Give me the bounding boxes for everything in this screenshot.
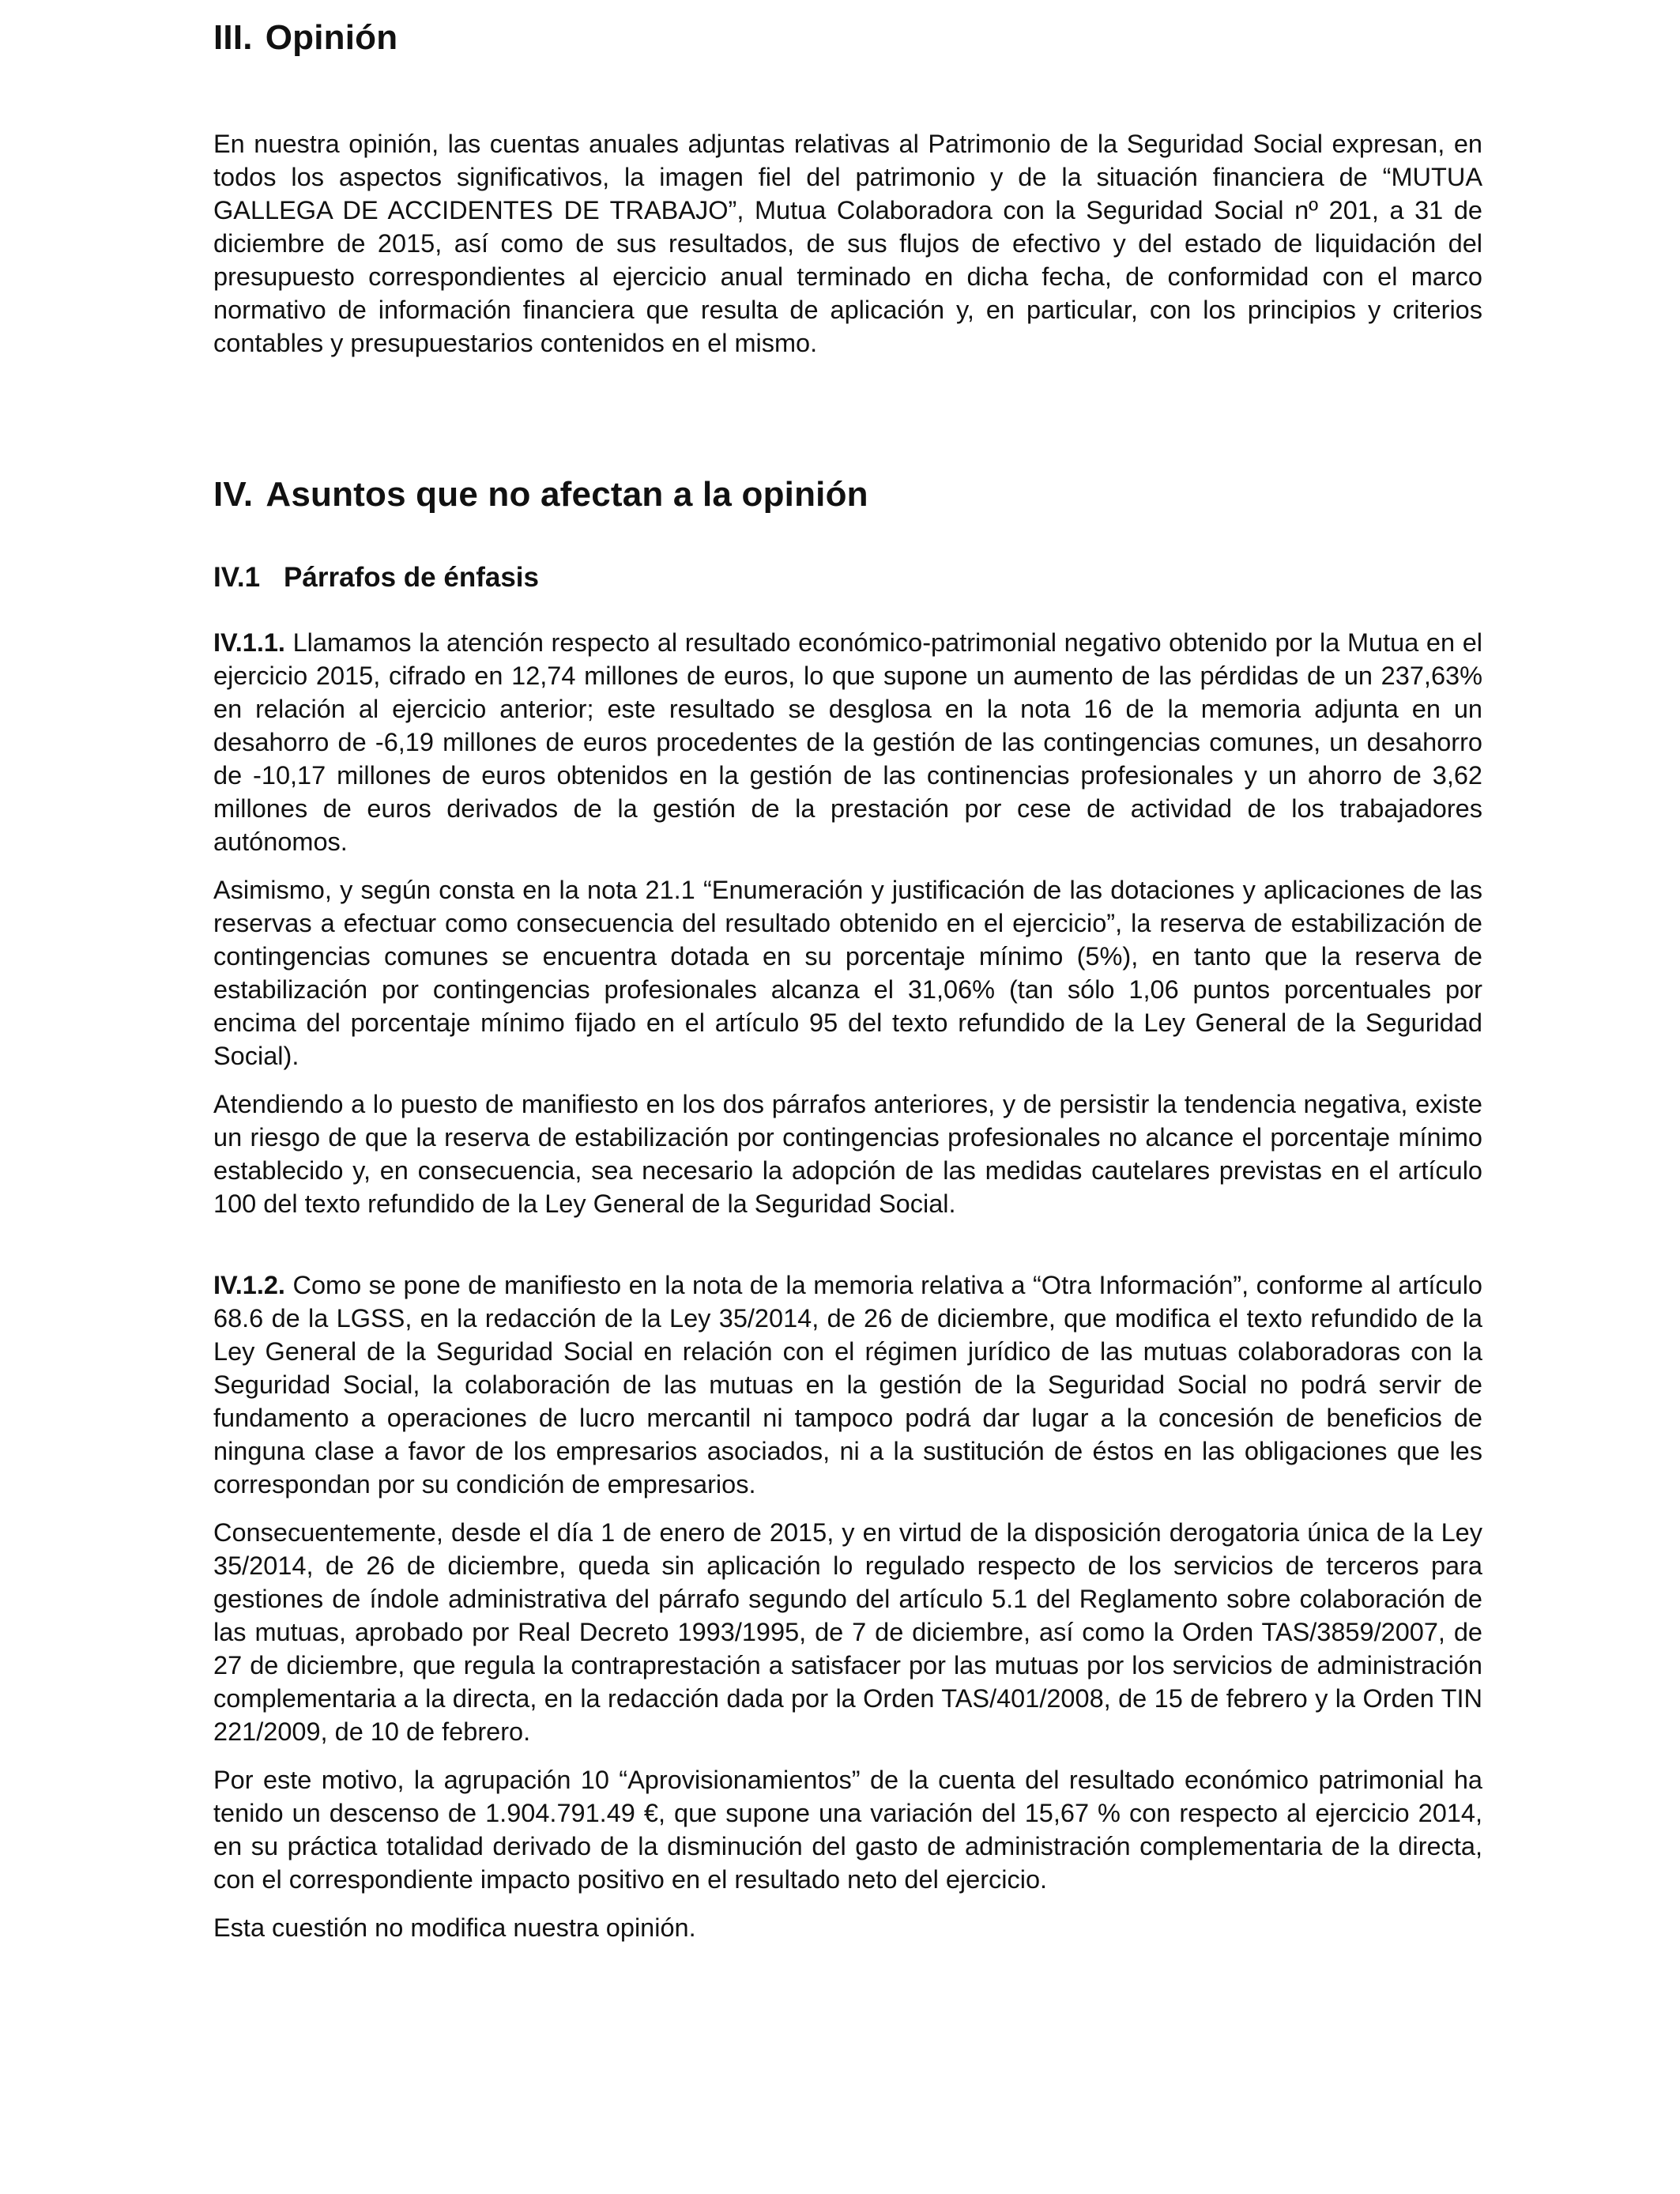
opinion-paragraph: En nuestra opinión, las cuentas anuales adjuntas relativas al Patrimonio de la Seguridad Social expresan, en todos los aspectos significativos, la imagen fiel del patrimonio y de la situación financiera de “MUTUA GALLEGA DE ACCIDENTES DE TRABAJO”, Mutua Colaboradora con la Seguridad Social nº 201, a 31 de diciembre de 2015, así como de sus resultados, de sus flujos de efectivo y del estado de liquidación del presupuesto correspondientes al ejercicio anual terminado en dicha fecha, de conformidad con el marco normativo de información financiera que resulta de aplicación y, en particular, con los principios y criterios contables y presupuestarios contenidos en el mismo. xyxy=(213,130,1482,357)
section-heading-matters xyxy=(213,474,1482,515)
paragraph-lead-number: IV.1.2. xyxy=(213,1271,285,1299)
document-page xyxy=(213,0,1482,1944)
emphasis-paragraph-1-1-b: Asimismo, y según consta en la nota 21.1 “Enumeración y justificación de las dotaciones y aplicaciones de las reservas a efectuar como consecuencia del resultado obtenido en el ejercicio”, la reserva de estabilización de contingencias comunes se encuentra dotada en su porcentaje mínimo (5%), en tanto que la reserva de estabilización por contingencias profesionales alcanza el 31,06% (tan sólo 1,06 puntos porcentuales por encima del porcentaje mínimo fijado en el artículo 95 del texto refundido de la Ley General de la Seguridad Social). xyxy=(213,876,1482,1070)
section-title: Asuntos que no afectan a la opinión xyxy=(266,475,868,514)
paragraph-text: Llamamos la atención respecto al resultado económico-patrimonial negativo obtenido por la Mutua en el ejercicio 2015, cifrado en 12,74 millones de euros, lo que supone un aumento de las pérdidas de un 237,63% en relación al ejercicio anterior; este resultado se desglosa en la nota 16 de la memoria adjunta en un desahorro de -6,19 millones de euros procedentes de la gestión de las contingencias comunes, un desahorro de -10,17 millones de euros obtenidos en la gestión de las continencias profesionales y un ahorro de 3,62 millones de euros derivados de la gestión de la prestación por cese de actividad de los trabajadores autónomos. xyxy=(213,628,1482,856)
emphasis-paragraph-1-1-c: Atendiendo a lo puesto de manifiesto en los dos párrafos anteriores, y de persistir la tendencia negativa, existe un riesgo de que la reserva de estabilización por contingencias profesionales no alcance el porcentaje mínimo establecido y, en consecuencia, sea necesario la adopción de las medidas cautelares previstas en el artículo 100 del texto refundido de la Ley General de la Seguridad Social. xyxy=(213,1090,1482,1218)
section-title: Opinión xyxy=(265,18,398,57)
section-number: III. xyxy=(213,18,253,57)
emphasis-paragraph-1-2 xyxy=(213,1269,1482,1501)
emphasis-paragraph-1-2-b: Consecuentemente, desde el día 1 de enero de 2015, y en virtud de la disposición derogatoria única de la Ley 35/2014, de 26 de diciembre, queda sin aplicación lo regulado respecto de los servicios de terceros para gestiones de índole administrativa del párrafo segundo del artículo 5.1 del Reglamento sobre colaboración de las mutuas, aprobado por Real Decreto 1993/1995, de 7 de diciembre, así como la Orden TAS/3859/2007, de 27 de diciembre, que regula la contraprestación a satisfacer por las mutuas por los servicios de administración complementaria a la directa, en la redacción dada por la Orden TAS/401/2008, de 15 de febrero y la Orden TIN 221/2009, de 10 de febrero. xyxy=(213,1518,1482,1746)
paragraph-lead-number: IV.1.1. xyxy=(213,628,285,657)
subsection-number: IV.1 xyxy=(213,562,261,593)
emphasis-paragraph-1-2-c: Por este motivo, la agrupación 10 “Aprovisionamientos” de la cuenta del resultado económico patrimonial ha tenido un descenso de 1.904.791.49 €, que supone una variación del 15,67 % con respecto al ejercicio 2014, en su práctica totalidad derivado de la disminución del gasto de administración complementaria de la directa, con el correspondiente impacto positivo en el resultado neto del ejercicio. xyxy=(213,1766,1482,1894)
section-heading-opinion xyxy=(213,17,1482,58)
section-number: IV. xyxy=(213,475,254,514)
emphasis-paragraph-1-1 xyxy=(213,626,1482,858)
emphasis-paragraph-1-2-d: Esta cuestión no modifica nuestra opinión. xyxy=(213,1913,696,1942)
subsection-title: Párrafos de énfasis xyxy=(284,562,539,593)
paragraph-text: Como se pone de manifiesto en la nota de la memoria relativa a “Otra Información”, conforme al artículo 68.6 de la LGSS, en la redacción de la Ley 35/2014, de 26 de diciembre, que modifica el texto refundido de la Ley General de la Seguridad Social en relación con el régimen jurídico de las mutuas colaboradoras con la Seguridad Social, la colaboración de las mutuas en la gestión de la Seguridad Social no podrá servir de fundamento a operaciones de lucro mercantil ni tampoco podrá dar lugar a la concesión de beneficios de ninguna clase a favor de los empresarios asociados, ni a la sustitución de éstos en las obligaciones que les correspondan por su condición de empresarios. xyxy=(213,1271,1483,1498)
subsection-heading-emphasis xyxy=(213,560,1482,595)
